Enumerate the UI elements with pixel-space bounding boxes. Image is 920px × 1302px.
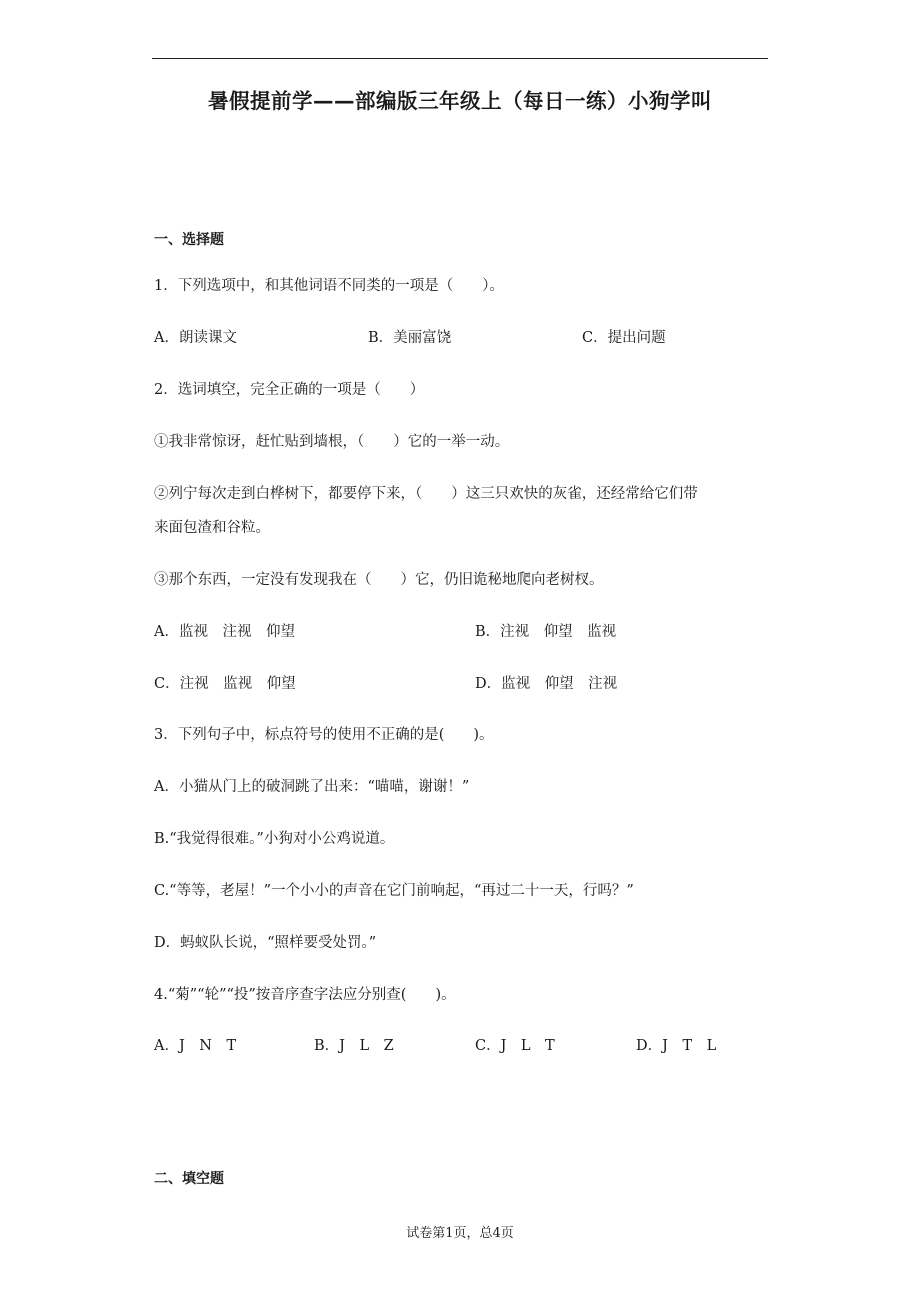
question-2-sentence-3: ③那个东西，一定没有发现我在（ ）它，仍旧诡秘地爬向老树杈。: [154, 572, 604, 588]
question-1-option-a: A．朗读课文: [154, 330, 237, 346]
question-2-sentence-2-continued: 来面包渣和谷粒。: [154, 520, 270, 536]
question-4-option-c: C．J L T: [475, 1038, 555, 1054]
document-title: 暑假提前学——部编版三年级上（每日一练）小狗学叫: [208, 89, 712, 113]
question-2-option-c: C．注视 监视 仰望: [154, 676, 296, 692]
question-3-option-a: A．小猫从门上的破洞跳了出来：“喵喵，谢谢！”: [154, 779, 470, 795]
page-footer: 试卷第1页，总4页: [406, 1226, 514, 1241]
question-3-option-d: D．蚂蚁队长说，“照样要受处罚。”: [154, 935, 377, 951]
question-4-option-a: A．J N T: [154, 1038, 237, 1054]
section-heading-choice: 一、选择题: [154, 232, 224, 248]
header-rule: [152, 58, 768, 59]
question-3-option-b: B.“我觉得很难。”小狗对小公鸡说道。: [154, 831, 395, 847]
question-2-option-a: A．监视 注视 仰望: [154, 624, 295, 640]
question-4-stem: 4.“菊”“轮”“投”按音序查字法应分别查( )。: [154, 987, 456, 1003]
question-2-option-b: B．注视 仰望 监视: [475, 624, 617, 640]
section-heading-fill-blank: 二、填空题: [154, 1171, 224, 1187]
question-3-option-c: C.“等等，老屋！”一个小小的声音在它门前响起，“再过二十一天，行吗？”: [154, 883, 634, 899]
question-3-stem: 3．下列句子中，标点符号的使用不正确的是( )。: [154, 727, 494, 743]
question-4-option-d: D．J T L: [636, 1038, 717, 1054]
question-2-option-d: D．监视 仰望 注视: [475, 676, 618, 692]
question-2-sentence-1: ①我非常惊讶，赶忙贴到墙根，（ ）它的一举一动。: [154, 434, 510, 450]
question-2-stem: 2．选词填空，完全正确的一项是（ ）: [154, 382, 425, 398]
question-1-option-b: B．美丽富饶: [368, 330, 452, 346]
question-2-sentence-2: ②列宁每次走到白桦树下，都要停下来，（ ）这三只欢快的灰雀，还经常给它们带: [154, 486, 698, 502]
question-1-option-c: C．提出问题: [582, 330, 666, 346]
question-1-stem: 1．下列选项中，和其他词语不同类的一项是（ ）。: [154, 278, 504, 294]
question-4-option-b: B．J L Z: [314, 1038, 394, 1054]
